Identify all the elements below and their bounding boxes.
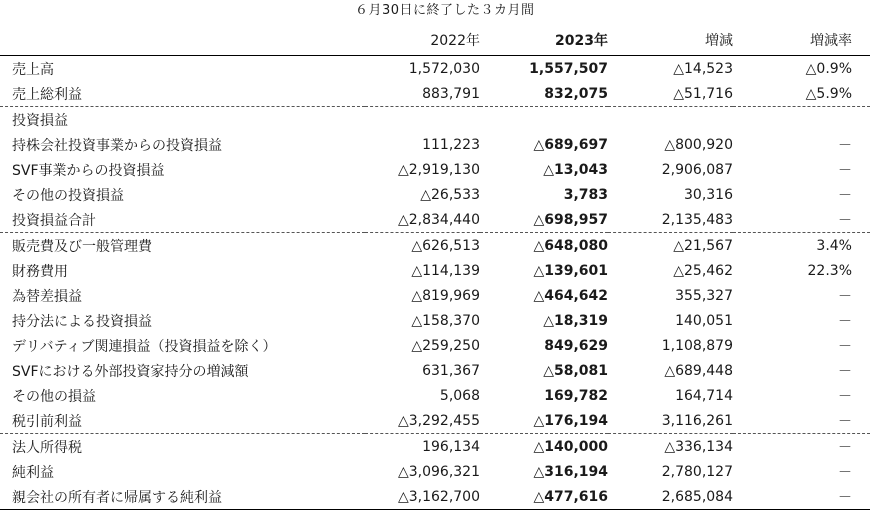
table-row	[0, 484, 870, 510]
value-rate: －	[838, 338, 852, 355]
value-2022: △26,533	[420, 186, 480, 203]
row-label: 売上高	[12, 61, 54, 78]
row-label: その他の損益	[12, 388, 96, 405]
row-label: SVFにおける外部投資家持分の増減額	[12, 363, 249, 380]
value-2023: 849,629	[544, 337, 608, 354]
value-2023: △477,616	[480, 484, 608, 510]
value-rate: －	[838, 388, 852, 405]
value-2022: 1,572,030	[408, 60, 480, 77]
value-diff: △689,448	[664, 362, 733, 379]
table-row	[0, 333, 870, 358]
value-2022: △3,162,700	[365, 484, 480, 510]
value-2022: △2,919,130	[397, 161, 480, 178]
row-label: 投資損益	[0, 107, 365, 133]
value-rate: －	[838, 288, 852, 305]
value-2022: △158,370	[411, 312, 480, 329]
value-2023: △316,194	[533, 463, 608, 480]
value-diff: △51,716	[673, 85, 733, 102]
header-2022: 2022年	[430, 33, 480, 49]
value-rate: －	[733, 484, 870, 510]
value-rate: －	[838, 187, 852, 204]
value-2022: 631,367	[422, 362, 480, 379]
value-2022: 111,223	[422, 136, 480, 153]
value-rate: －	[733, 434, 870, 460]
value-diff: △336,134	[608, 434, 733, 460]
row-label: 法人所得税	[0, 434, 365, 460]
value-2023: △464,642	[533, 287, 608, 304]
income-statement-table	[0, 56, 870, 510]
row-label: デリバティブ関連損益（投資損益を除く）	[12, 338, 277, 355]
value-2022: 883,791	[422, 85, 480, 102]
table-row	[0, 182, 870, 207]
value-2023: 169,782	[544, 387, 608, 404]
value-2022: 196,134	[365, 434, 480, 460]
table-row	[0, 383, 870, 408]
row-label: 為替差損益	[12, 288, 82, 305]
value-rate: －	[838, 162, 852, 179]
value-rate: －	[838, 413, 852, 430]
value-2023: △139,601	[533, 262, 608, 279]
value-2022: △626,513	[365, 233, 480, 259]
value-diff: △25,462	[673, 262, 733, 279]
header-2023: 2023年	[555, 33, 608, 49]
table-row	[0, 258, 870, 283]
value-2023: △698,957	[533, 211, 608, 228]
value-diff: 164,714	[675, 387, 733, 404]
value-2023: 832,075	[544, 85, 608, 102]
value-2023: 3,783	[563, 186, 608, 203]
value-diff: 140,051	[675, 312, 733, 329]
value-rate: △0.9%	[805, 60, 852, 77]
value-diff	[608, 107, 733, 133]
value-2022: △819,969	[411, 287, 480, 304]
table-row	[0, 283, 870, 308]
value-rate	[733, 107, 870, 133]
value-rate: －	[838, 137, 852, 154]
row-label: 純利益	[12, 464, 54, 481]
value-2023: △689,697	[533, 136, 608, 153]
value-2022: △2,834,440	[397, 211, 480, 228]
value-diff: 30,316	[684, 186, 733, 203]
value-2023: △648,080	[480, 233, 608, 259]
value-2022: △3,292,455	[397, 412, 480, 429]
value-2023: △18,319	[543, 312, 608, 329]
period-text: ６月30日に終了した３カ月間	[355, 3, 535, 18]
value-rate: 22.3%	[807, 262, 852, 279]
value-rate: －	[838, 212, 852, 229]
value-diff: 355,327	[675, 287, 733, 304]
row-label: 持株会社投資事業からの投資損益	[12, 137, 222, 154]
table-row	[0, 81, 870, 107]
value-2023: 1,557,507	[529, 60, 608, 77]
value-2023: △13,043	[543, 161, 608, 178]
header-diff: 増減	[705, 33, 733, 49]
table-row	[0, 132, 870, 157]
value-diff: △14,523	[673, 60, 733, 77]
table-row	[0, 434, 870, 460]
table-row	[0, 358, 870, 383]
value-2022: △259,250	[411, 337, 480, 354]
row-label: 税引前利益	[12, 413, 82, 430]
value-2022: 5,068	[439, 387, 480, 404]
row-label: 持分法による投資損益	[12, 313, 152, 330]
value-diff: 2,906,087	[661, 161, 733, 178]
table-row	[0, 308, 870, 333]
row-label: 売上総利益	[12, 86, 82, 103]
row-label: 親会社の所有者に帰属する純利益	[0, 484, 365, 510]
value-diff: △21,567	[608, 233, 733, 259]
table-row	[0, 408, 870, 434]
table-row	[0, 207, 870, 233]
value-diff: △800,920	[664, 136, 733, 153]
value-2022: △114,139	[411, 262, 480, 279]
value-2022	[365, 107, 480, 133]
row-label: その他の投資損益	[12, 187, 124, 204]
value-diff: 3,116,261	[661, 412, 733, 429]
row-label: 販売費及び一般管理費	[0, 233, 365, 259]
value-rate: △5.9%	[805, 85, 852, 102]
table-row	[0, 233, 870, 259]
value-diff: 2,135,483	[661, 211, 733, 228]
table-header	[0, 24, 870, 56]
period-caption	[0, 0, 870, 22]
value-2023: △140,000	[480, 434, 608, 460]
value-2023: △58,081	[543, 362, 608, 379]
table-row	[0, 56, 870, 81]
row-label: SVF事業からの投資損益	[12, 162, 165, 179]
value-2023: △176,194	[533, 412, 608, 429]
table-row	[0, 157, 870, 182]
header-rate: 増減率	[810, 33, 852, 49]
table-row	[0, 107, 870, 133]
value-diff: 2,780,127	[661, 463, 733, 480]
value-rate: －	[838, 313, 852, 330]
table-row	[0, 459, 870, 484]
row-label: 投資損益合計	[12, 212, 96, 229]
row-label: 財務費用	[12, 263, 68, 280]
value-2022: △3,096,321	[397, 463, 480, 480]
value-rate: －	[838, 464, 852, 481]
value-rate: 3.4%	[733, 233, 870, 259]
value-diff: 2,685,084	[608, 484, 733, 510]
value-diff: 1,108,879	[661, 337, 733, 354]
value-2023	[480, 107, 608, 133]
value-rate: －	[838, 363, 852, 380]
